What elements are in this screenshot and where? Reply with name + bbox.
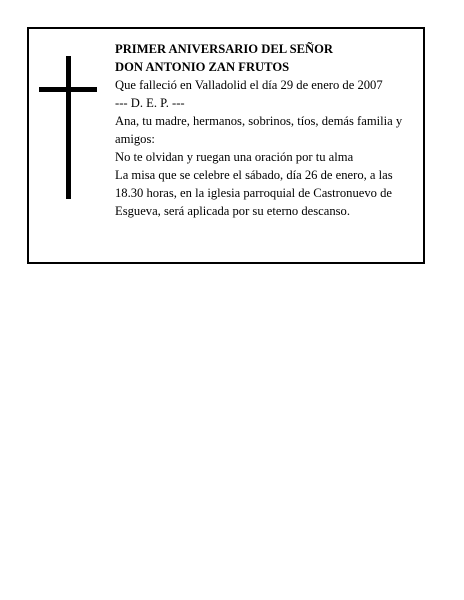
notice-text xyxy=(115,40,415,220)
rip-line: --- D. E. P. --- xyxy=(115,96,185,110)
remembrance-line: No te olvidan y ruegan una oración por tu alma xyxy=(115,150,354,164)
obituary-notice xyxy=(27,27,425,264)
family-line: Ana, tu madre, hermanos, sobrinos, tíos, demás familia y amigos: xyxy=(115,114,403,146)
death-info: Que falleció en Valladolid el día 29 de enero de 2007 xyxy=(115,78,383,92)
notice-heading-line2: DON ANTONIO ZAN FRUTOS xyxy=(115,60,290,74)
cross-vertical-bar xyxy=(66,56,71,199)
notice-heading-line1: PRIMER ANIVERSARIO DEL SEÑOR xyxy=(115,42,333,56)
mass-info: La misa que se celebre el sábado, día 26 de enero, a las 18.30 horas, en la iglesia parroquial de Castronuevo de Esgueva, será aplicada por su eterno descanso. xyxy=(115,168,393,218)
latin-cross-icon xyxy=(39,56,97,199)
cross-horizontal-bar xyxy=(39,87,97,92)
